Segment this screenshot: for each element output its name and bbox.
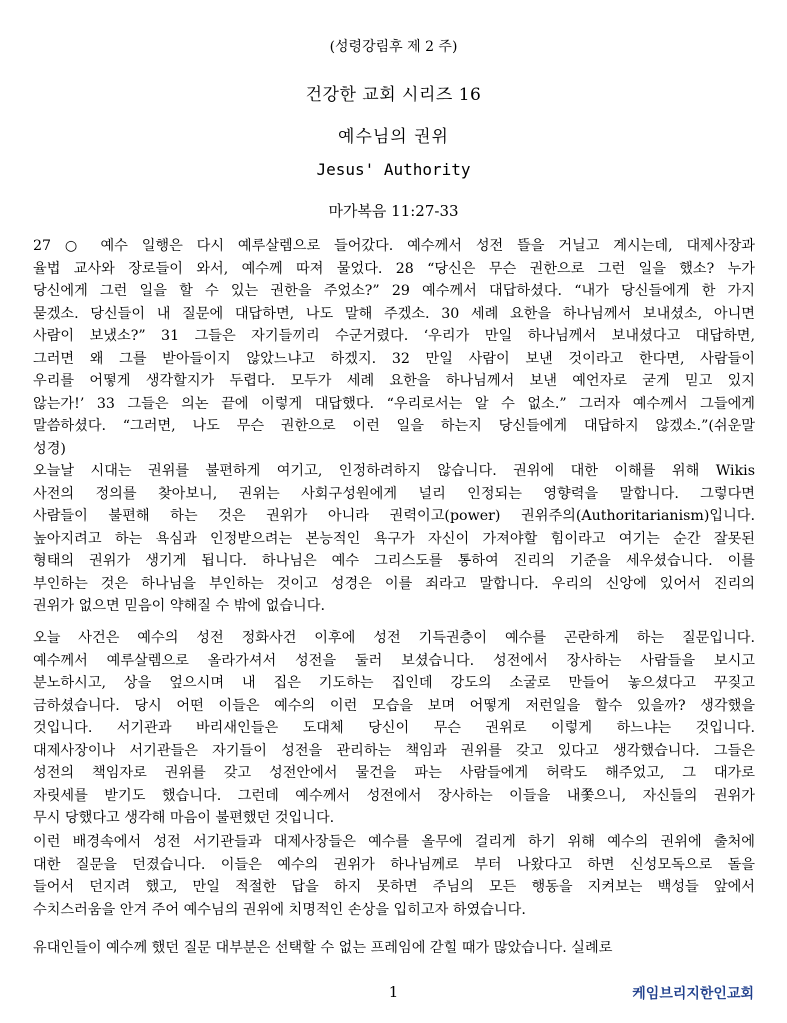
church-name: 케임브리지한인교회 (632, 986, 754, 1002)
text-line: 것입니다. 서기관과 바리새인들은 도대체 당신이 무슨 권위로 이렇게 하느냐는 것입니다. (33, 720, 755, 736)
text-line: 형태의 권위가 생기게 됩니다. 하나님은 예수 그리스도를 통하여 진리의 기준을 세우셨습니다. 이를 (33, 553, 755, 569)
sermon-title: 예수님의 권위 (338, 127, 449, 147)
body-paragraph (33, 460, 755, 618)
text-line: 무시 당했다고 생각해 마음이 불편했던 것입니다. (33, 810, 335, 826)
body-paragraph (33, 937, 755, 960)
scripture-paragraph (33, 235, 755, 460)
text-line: 사람들이 불편해 하는 것은 권위가 아니라 권력이고(power) 권위주의(Authoritarianism)입니다. (33, 508, 755, 524)
text-line: 우리를 어떻게 생각할지가 두렵다. 모두가 세례 요한을 하나님께서 보낸 예언자로 굳게 믿고 있지 (33, 373, 755, 389)
text-line: 성경) (33, 440, 66, 457)
week-label: (성령강림후 제 2 주) (329, 39, 458, 55)
sermon-subtitle: Jesus' Authority (316, 160, 471, 179)
text-line: 들어서 던지려 했고, 만일 적절한 답을 하지 못하면 주님의 모든 행동을 지켜보는 백성들 앞에서 (33, 879, 755, 895)
text-line: 부인하는 것은 하나님을 부인하는 것이고 성경은 이를 죄라고 말합니다. 우리의 신앙에 있어서 진리의 (33, 575, 755, 592)
text-line: 금하셨습니다. 당시 어떤 이들은 예수의 이런 모습을 보며 어떻게 저런일을 할수 있을까? 생각했을 (33, 697, 755, 714)
text-line: 분노하시고, 상을 엎으시며 내 집은 기도하는 집인데 강도의 소굴로 만들어 놓으셨다고 꾸짖고 (33, 675, 755, 691)
text-line: 예수께서 예루살렘으로 올라가셔서 성전을 둘러 보셨습니다. 성전에서 장사하는 사람들을 보시고 (33, 652, 755, 669)
text-line: 권위가 없으면 믿음이 약해질 수 밖에 없습니다. (33, 598, 325, 614)
text-line: 유대인들이 예수께 했던 질문 대부분은 선택할 수 없는 프레임에 갇힐 때가 많았습니다. 실례로 (33, 940, 613, 956)
text-line: 말씀하셨다. “그러면, 나도 무슨 권한으로 이런 일을 하는지 당신들에게 대답하지 않겠소.”(쉬운말 (33, 418, 755, 434)
text-line: 높아지려고 하는 욕심과 인정받으려는 본능적인 욕구가 자신이 가져야할 힘이라고 여기는 순간 잘못된 (33, 530, 755, 547)
text-line: 오늘날 시대는 권위를 불편하게 여기고, 인정하려하지 않습니다. 권위에 대한 이해를 위해 Wikis (33, 463, 755, 479)
series-title: 건강한 교회 시리즈 16 (305, 85, 482, 105)
text-line: 27 ○ 예수 일행은 다시 예루살렘으로 들어갔다. 예수께서 성전 뜰을 거닐고 계시는데, 대제사장과 (33, 238, 755, 254)
text-line: 성전의 책임자로 권위를 갖고 성전안에서 물건을 파는 사람들에게 허락도 해주었고, 그 대가로 (33, 765, 755, 781)
text-line: 않는가!’ 33 그들은 의논 끝에 이렇게 대답했다. “우리로서는 알 수 없소.” 그러자 예수께서 그들에게 (33, 395, 755, 412)
text-line: 묻겠소. 당신들이 내 질문에 대답하면, 나도 말해 주겠소. 30 세례 요한을 하나님께서 보내셨소, 아니면 (33, 305, 755, 322)
text-line: 오늘 사건은 예수의 성전 정화사건 이후에 성전 기득권층이 예수를 곤란하게 하는 질문입니다. (33, 630, 755, 646)
body-paragraph (33, 627, 755, 830)
text-line: 그러면 왜 그를 받아들이지 않았느냐고 하겠지. 32 만일 사람이 보낸 것이라고 한다면, 사람들이 (33, 350, 755, 367)
text-line: 자릿세를 받기도 했습니다. 그런데 예수께서 성전에서 장사하는 이들을 내쫓으니, 자신들의 권위가 (33, 787, 755, 804)
text-line: 대한 질문을 던졌습니다. 이들은 예수의 권위가 하나님께로 부터 나왔다고 하면 신성모독으로 돌을 (33, 856, 755, 873)
body-paragraph (33, 831, 755, 921)
page-number: 1 (388, 983, 399, 1001)
text-line: 수치스러움을 안겨 주어 예수님의 권위에 치명적인 손상을 입히고자 하였습니다. (33, 901, 526, 918)
text-line: 당신에게 그런 일을 할 수 있는 권한을 주었소?” 29 예수께서 대답하셨다. “내가 당신들에게 한 가지 (33, 283, 755, 299)
scripture-reference: 마가복음 11:27-33 (328, 202, 459, 220)
text-line: 사전의 정의를 찾아보니, 권위는 사회구성원에게 널리 인정되는 영향력을 말합니다. 그렇다면 (33, 485, 755, 502)
text-line: 사람이 보냈소?” 31 그들은 자기들끼리 수군거렸다. ‘우리가 만일 하나님께서 보내셨다고 대답하면, (33, 328, 755, 344)
text-line: 율법 교사와 장로들이 와서, 예수께 따져 물었다. 28 “당신은 무슨 권한으로 그런 일을 했소? 누가 (33, 260, 755, 277)
text-line: 대제사장이나 서기관들은 자기들이 성전을 관리하는 책임과 권위를 갖고 있다고 생각했습니다. 그들은 (33, 742, 755, 759)
text-line: 이런 배경속에서 성전 서기관들과 대제사장들은 예수를 올무에 걸리게 하기 위해 예수의 권위에 출처에 (33, 834, 755, 850)
